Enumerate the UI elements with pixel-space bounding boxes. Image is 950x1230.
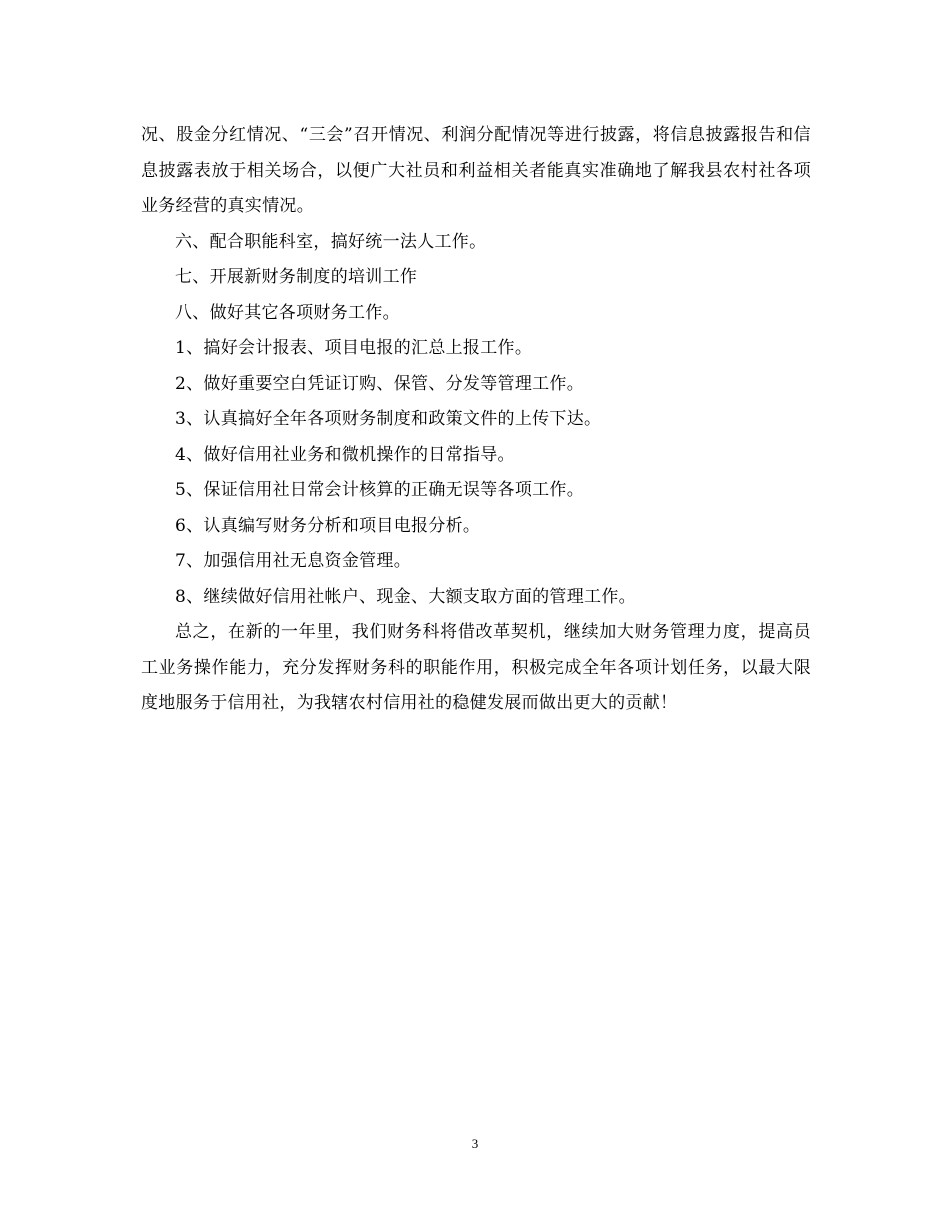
list-item-5: 5、保证信用社日常会计核算的正确无误等各项工作。 — [175, 480, 585, 500]
page-number: 3 — [471, 1136, 479, 1151]
list-item-2: 2、做好重要空白凭证订购、保管、分发等管理工作。 — [175, 373, 585, 394]
list-item-8: 8、继续做好信用社帐户、现金、大额支取方面的管理工作。 — [175, 586, 636, 607]
list-item-6: 6、认真编写财务分析和项目电报分析。 — [175, 515, 481, 536]
list-item-1: 1、搞好会计报表、项目电报的汇总上报工作。 — [175, 338, 533, 358]
document-body — [141, 118, 811, 722]
paragraph-item-six: 六、配合职能科室，搞好统一法人工作。 — [175, 231, 487, 252]
paragraph-disclosure-continued: 况、股金分红情况、“三会”召开情况、利润分配情况等进行披露，将信息披露报告和信息披露表放于相关场合，以便广大社员和利益相关者能真实准确地了解我县农村社各项业务经营的真实情况。 — [141, 125, 811, 216]
list-item-4: 4、做好信用社业务和微机操作的日常指导。 — [175, 444, 515, 465]
list-item-7: 7、加强信用社无息资金管理。 — [175, 551, 412, 571]
list-item-3: 3、认真搞好全年各项财务制度和政策文件的上传下达。 — [175, 409, 602, 429]
paragraph-conclusion: 总之，在新的一年里，我们财务科将借改革契机，继续加大财务管理力度，提高员工业务操作能力，充分发挥财务科的职能作用，积极完成全年各项计划任务，以最大限度地服务于信用社，为我辖农村信用社的稳健发展而做出更大的贡献！ — [141, 622, 811, 713]
paragraph-item-seven: 七、开展新财务制度的培训工作 — [175, 267, 418, 287]
paragraph-item-eight: 八、做好其它各项财务工作。 — [175, 302, 400, 323]
